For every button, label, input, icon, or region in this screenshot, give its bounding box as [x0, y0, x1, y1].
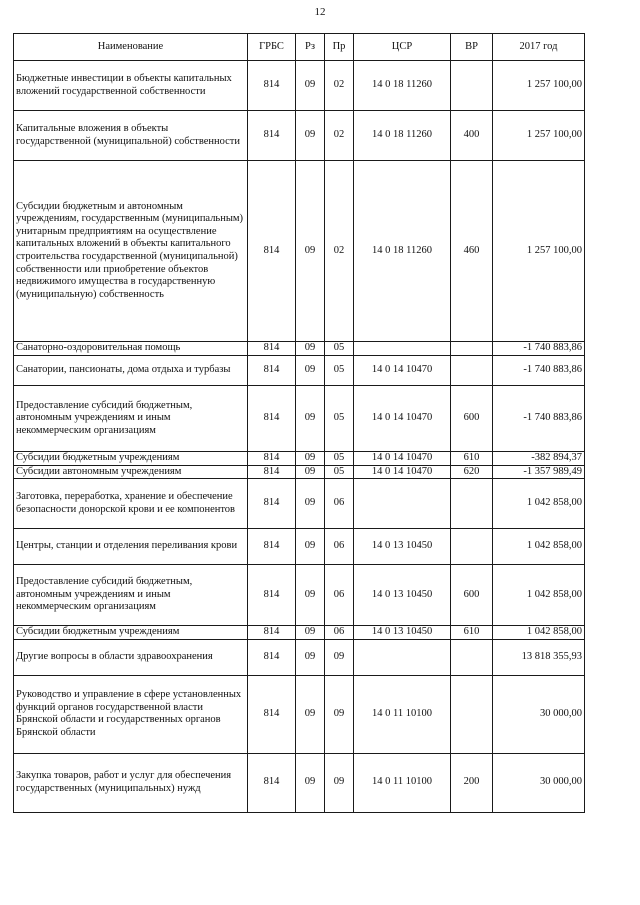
row-name: Санатории, пансионаты, дома отдыха и турбазы — [14, 356, 248, 386]
row-grbs: 814 — [248, 753, 296, 812]
table-row — [14, 626, 585, 640]
row-vr — [451, 675, 493, 753]
row-grbs: 814 — [248, 675, 296, 753]
row-grbs: 814 — [248, 565, 296, 626]
table-row — [14, 565, 585, 626]
row-pr: 06 — [325, 479, 354, 529]
row-csr: 14 0 13 10450 — [354, 626, 451, 640]
row-csr: 14 0 14 10470 — [354, 386, 451, 452]
row-amount: 1 257 100,00 — [493, 161, 585, 342]
row-name: Другие вопросы в области здравоохранения — [14, 639, 248, 675]
row-vr: 460 — [451, 161, 493, 342]
row-vr: 610 — [451, 626, 493, 640]
row-pr: 06 — [325, 626, 354, 640]
row-rz: 09 — [296, 356, 325, 386]
row-rz: 09 — [296, 342, 325, 356]
row-vr: 600 — [451, 386, 493, 452]
row-pr: 06 — [325, 529, 354, 565]
row-rz: 09 — [296, 753, 325, 812]
row-grbs: 814 — [248, 61, 296, 111]
row-rz: 09 — [296, 465, 325, 479]
row-rz: 09 — [296, 626, 325, 640]
row-amount: -382 894,37 — [493, 452, 585, 466]
row-pr: 09 — [325, 675, 354, 753]
row-name: Предоставление субсидий бюджетным, автономным учреждениям и иным некоммерческим организациям — [14, 386, 248, 452]
header-csr: ЦСР — [354, 34, 451, 61]
row-csr: 14 0 18 11260 — [354, 61, 451, 111]
row-csr: 14 0 14 10470 — [354, 356, 451, 386]
row-csr: 14 0 11 10100 — [354, 753, 451, 812]
table-row — [14, 61, 585, 111]
row-vr: 200 — [451, 753, 493, 812]
row-amount: 1 042 858,00 — [493, 479, 585, 529]
row-vr — [451, 61, 493, 111]
row-name: Закупка товаров, работ и услуг для обеспечения государственных (муниципальных) нужд — [14, 753, 248, 812]
row-name: Субсидии бюджетным учреждениям — [14, 626, 248, 640]
row-grbs: 814 — [248, 639, 296, 675]
row-pr: 02 — [325, 161, 354, 342]
row-vr: 610 — [451, 452, 493, 466]
header-rz: Рз — [296, 34, 325, 61]
row-rz: 09 — [296, 386, 325, 452]
row-rz: 09 — [296, 111, 325, 161]
row-amount: 30 000,00 — [493, 675, 585, 753]
row-vr — [451, 342, 493, 356]
table-row — [14, 452, 585, 466]
table-row — [14, 386, 585, 452]
row-csr: 14 0 13 10450 — [354, 529, 451, 565]
row-amount: -1 740 883,86 — [493, 356, 585, 386]
row-amount: -1 357 989,49 — [493, 465, 585, 479]
row-name: Заготовка, переработка, хранение и обеспечение безопасности донорской крови и ее компонентов — [14, 479, 248, 529]
row-name: Центры, станции и отделения переливания крови — [14, 529, 248, 565]
row-pr: 05 — [325, 386, 354, 452]
row-name: Предоставление субсидий бюджетным, автономным учреждениям и иным некоммерческим организациям — [14, 565, 248, 626]
row-vr — [451, 529, 493, 565]
row-csr — [354, 342, 451, 356]
row-pr: 05 — [325, 452, 354, 466]
row-grbs: 814 — [248, 111, 296, 161]
row-csr: 14 0 11 10100 — [354, 675, 451, 753]
row-grbs: 814 — [248, 342, 296, 356]
row-grbs: 814 — [248, 356, 296, 386]
row-name: Бюджетные инвестиции в объекты капитальных вложений государственной собственности — [14, 61, 248, 111]
row-amount: 1 257 100,00 — [493, 61, 585, 111]
row-csr: 14 0 14 10470 — [354, 452, 451, 466]
row-csr — [354, 639, 451, 675]
table-header-row — [14, 34, 585, 61]
header-vr: ВР — [451, 34, 493, 61]
row-pr: 09 — [325, 753, 354, 812]
table-row — [14, 342, 585, 356]
table-row — [14, 479, 585, 529]
row-pr: 02 — [325, 61, 354, 111]
table-row — [14, 111, 585, 161]
row-grbs: 814 — [248, 626, 296, 640]
table-row — [14, 639, 585, 675]
table-row — [14, 465, 585, 479]
row-rz: 09 — [296, 529, 325, 565]
header-grbs: ГРБС — [248, 34, 296, 61]
row-name: Санаторно-оздоровительная помощь — [14, 342, 248, 356]
table-row — [14, 675, 585, 753]
page-number: 12 — [314, 6, 326, 18]
row-rz: 09 — [296, 61, 325, 111]
row-pr: 05 — [325, 465, 354, 479]
row-amount: 13 818 355,93 — [493, 639, 585, 675]
row-name: Субсидии бюджетным и автономным учреждениям, государственным (муниципальным) унитарным предприятиям на осуществление капитальных вложений в объекты капитального строительства государственной (муниципальной) собственности или приобретение объектов недвижимого имущества в государственную (муниципальную) собственность — [14, 161, 248, 342]
row-rz: 09 — [296, 675, 325, 753]
row-vr: 400 — [451, 111, 493, 161]
row-vr — [451, 356, 493, 386]
row-vr — [451, 639, 493, 675]
row-rz: 09 — [296, 479, 325, 529]
row-name: Субсидии автономным учреждениям — [14, 465, 248, 479]
row-rz: 09 — [296, 161, 325, 342]
row-csr — [354, 479, 451, 529]
row-name: Руководство и управление в сфере установленных функций органов государственной власти Брянской области и государственных органов Брянской области — [14, 675, 248, 753]
row-grbs: 814 — [248, 161, 296, 342]
table-row — [14, 161, 585, 342]
row-grbs: 814 — [248, 479, 296, 529]
header-year: 2017 год — [493, 34, 585, 61]
row-pr: 05 — [325, 342, 354, 356]
header-pr: Пр — [325, 34, 354, 61]
row-csr: 14 0 18 11260 — [354, 111, 451, 161]
row-pr: 06 — [325, 565, 354, 626]
row-rz: 09 — [296, 639, 325, 675]
row-vr: 620 — [451, 465, 493, 479]
row-grbs: 814 — [248, 386, 296, 452]
row-pr: 05 — [325, 356, 354, 386]
row-vr: 600 — [451, 565, 493, 626]
row-amount: -1 740 883,86 — [493, 386, 585, 452]
row-amount: 1 257 100,00 — [493, 111, 585, 161]
table-row — [14, 356, 585, 386]
row-csr: 14 0 18 11260 — [354, 161, 451, 342]
budget-table — [13, 33, 585, 813]
row-vr — [451, 479, 493, 529]
table-row — [14, 529, 585, 565]
row-name: Субсидии бюджетным учреждениям — [14, 452, 248, 466]
row-grbs: 814 — [248, 452, 296, 466]
row-name: Капитальные вложения в объекты государственной (муниципальной) собственности — [14, 111, 248, 161]
row-pr: 09 — [325, 639, 354, 675]
row-grbs: 814 — [248, 529, 296, 565]
row-grbs: 814 — [248, 465, 296, 479]
row-amount: -1 740 883,86 — [493, 342, 585, 356]
row-csr: 14 0 13 10450 — [354, 565, 451, 626]
header-name: Наименование — [14, 34, 248, 61]
row-rz: 09 — [296, 452, 325, 466]
row-pr: 02 — [325, 111, 354, 161]
row-amount: 30 000,00 — [493, 753, 585, 812]
row-csr: 14 0 14 10470 — [354, 465, 451, 479]
row-amount: 1 042 858,00 — [493, 565, 585, 626]
row-amount: 1 042 858,00 — [493, 529, 585, 565]
row-amount: 1 042 858,00 — [493, 626, 585, 640]
table-row — [14, 753, 585, 812]
row-rz: 09 — [296, 565, 325, 626]
